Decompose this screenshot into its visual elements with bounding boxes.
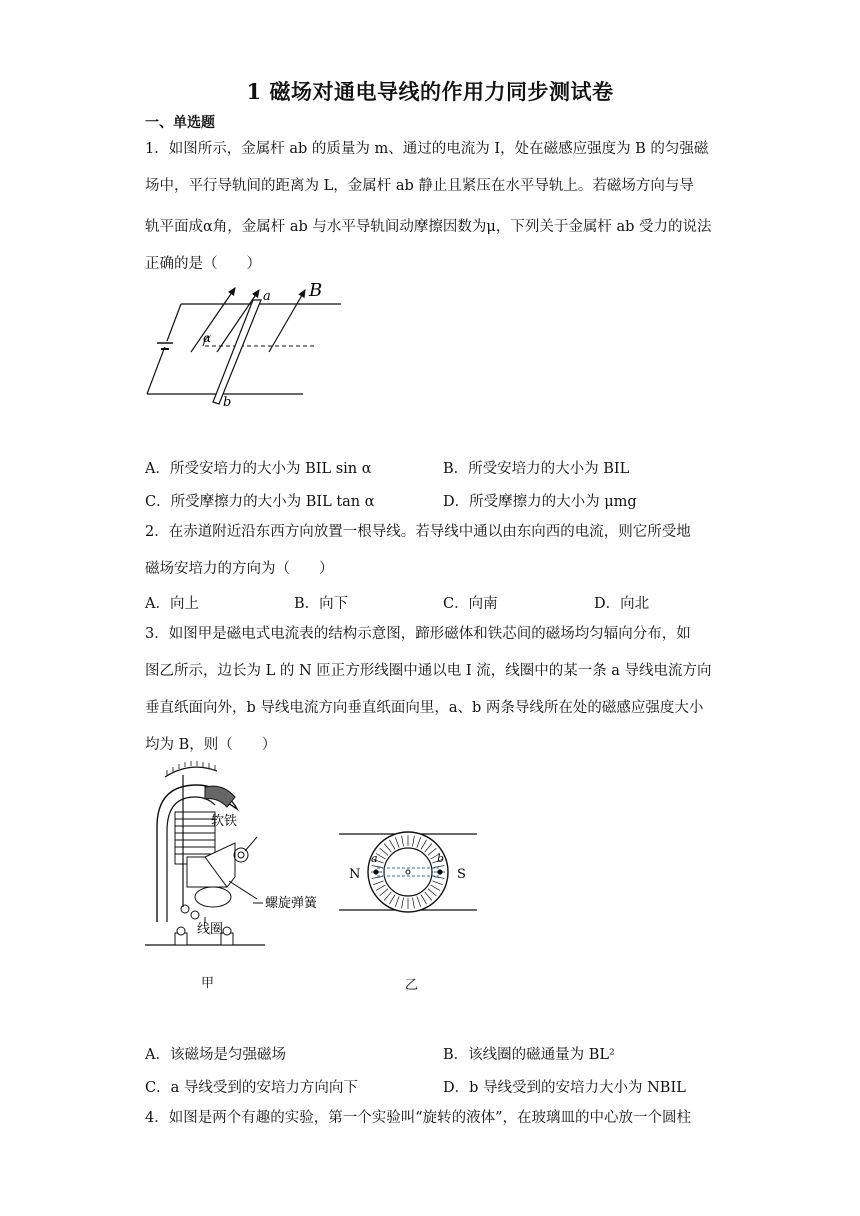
label-soft-iron: 软铁 xyxy=(211,814,238,829)
q1-option-b[interactable]: B．所受安培力的大小为 BIL xyxy=(443,461,630,477)
q2-option-a[interactable]: A．向上 xyxy=(145,596,199,612)
label-B: B xyxy=(309,280,323,301)
question-line: 4．如图是两个有趣的实验，第一个实验叫“旋转的液体”，在玻璃皿的中心放一个圆柱 xyxy=(145,1110,692,1126)
q3-option-c[interactable]: C．a 导线受到的安培力方向向下 xyxy=(145,1080,358,1096)
question-line: 磁场安培力的方向为（ ） xyxy=(145,561,334,577)
question-3-stem xyxy=(145,616,720,764)
label-alpha: α xyxy=(203,331,212,345)
q3-option-d[interactable]: D．b 导线受到的安培力大小为 NBIL xyxy=(443,1080,686,1096)
label-wire-b: b xyxy=(437,852,445,865)
question-line: 垂直纸面向外，b 导线电流方向垂直纸面向里，a、b 两条导线所在处的磁感应强度大小 xyxy=(145,700,704,716)
question-line: 图乙所示，边长为 L 的 N 匝正方形线圈中通以电 I 流，线圈中的某一条 a 导线电流方向 xyxy=(145,663,712,679)
question-line: 2．在赤道附近沿东西方向放置一根导线。若导线中通以由东向西的电流，则它所受地 xyxy=(145,524,691,540)
label-S: S xyxy=(457,867,466,882)
question-line: 轨平面成α角，金属杆 ab 与水平导轨间动摩擦因数为μ，下列关于金属杆 ab 受力的说法 xyxy=(145,219,712,235)
label-spring: 螺旋弹簧 xyxy=(265,896,318,911)
q2-option-b[interactable]: B．向下 xyxy=(294,596,349,612)
rail-figure xyxy=(143,280,353,410)
q1-option-c[interactable]: C．所受摩擦力的大小为 BIL tan α xyxy=(145,494,375,510)
label-a: a xyxy=(263,289,271,304)
question-line: 正确的是（ ） xyxy=(145,256,261,272)
q2-option-c[interactable]: C．向南 xyxy=(443,596,498,612)
caption-yi: 乙 xyxy=(405,978,419,993)
field-arrow xyxy=(269,290,305,352)
question-line: 1．如图所示，金属杆 ab 的质量为 m、通过的电流为 I，处在磁感应强度为 B 的匀强磁 xyxy=(145,141,709,157)
q2-option-d[interactable]: D．向北 xyxy=(594,596,650,612)
q3-option-a[interactable]: A．该磁场是匀强磁场 xyxy=(145,1047,286,1063)
label-wire-a: a xyxy=(371,852,378,865)
question-1-stem xyxy=(145,131,720,283)
galvanometer-figure xyxy=(145,757,335,957)
question-line: 均为 B，则（ ） xyxy=(145,737,277,753)
question-4-stem xyxy=(145,1100,720,1137)
caption-jia: 甲 xyxy=(201,976,215,991)
q1-option-a[interactable]: A．所受安培力的大小为 BIL sin α xyxy=(145,461,372,477)
page-title: 1 磁场对通电导线的作用力同步测试卷 xyxy=(246,79,614,104)
question-line: 3．如图甲是磁电式电流表的结构示意图，蹄形磁体和铁芯间的磁场均匀辐向分布，如 xyxy=(145,626,691,642)
wire-b xyxy=(437,869,442,874)
label-b: b xyxy=(223,395,232,410)
question-line: 场中，平行导轨间的距离为 L，金属杆 ab 静止且紧压在水平导轨上。若磁场方向与导 xyxy=(145,178,694,194)
field-arrow xyxy=(191,288,235,352)
rod-ab xyxy=(213,300,261,404)
label-N: N xyxy=(349,867,361,882)
radial-field-figure xyxy=(335,822,485,922)
wire-a xyxy=(373,869,378,874)
section-heading: 一、单选题 xyxy=(145,115,215,131)
q3-option-b[interactable]: B．该线圈的磁通量为 BL² xyxy=(443,1047,615,1063)
label-coil: 线圈 xyxy=(197,922,224,937)
question-2-stem xyxy=(145,514,720,588)
q1-option-d[interactable]: D．所受摩擦力的大小为 μmg xyxy=(443,494,637,510)
